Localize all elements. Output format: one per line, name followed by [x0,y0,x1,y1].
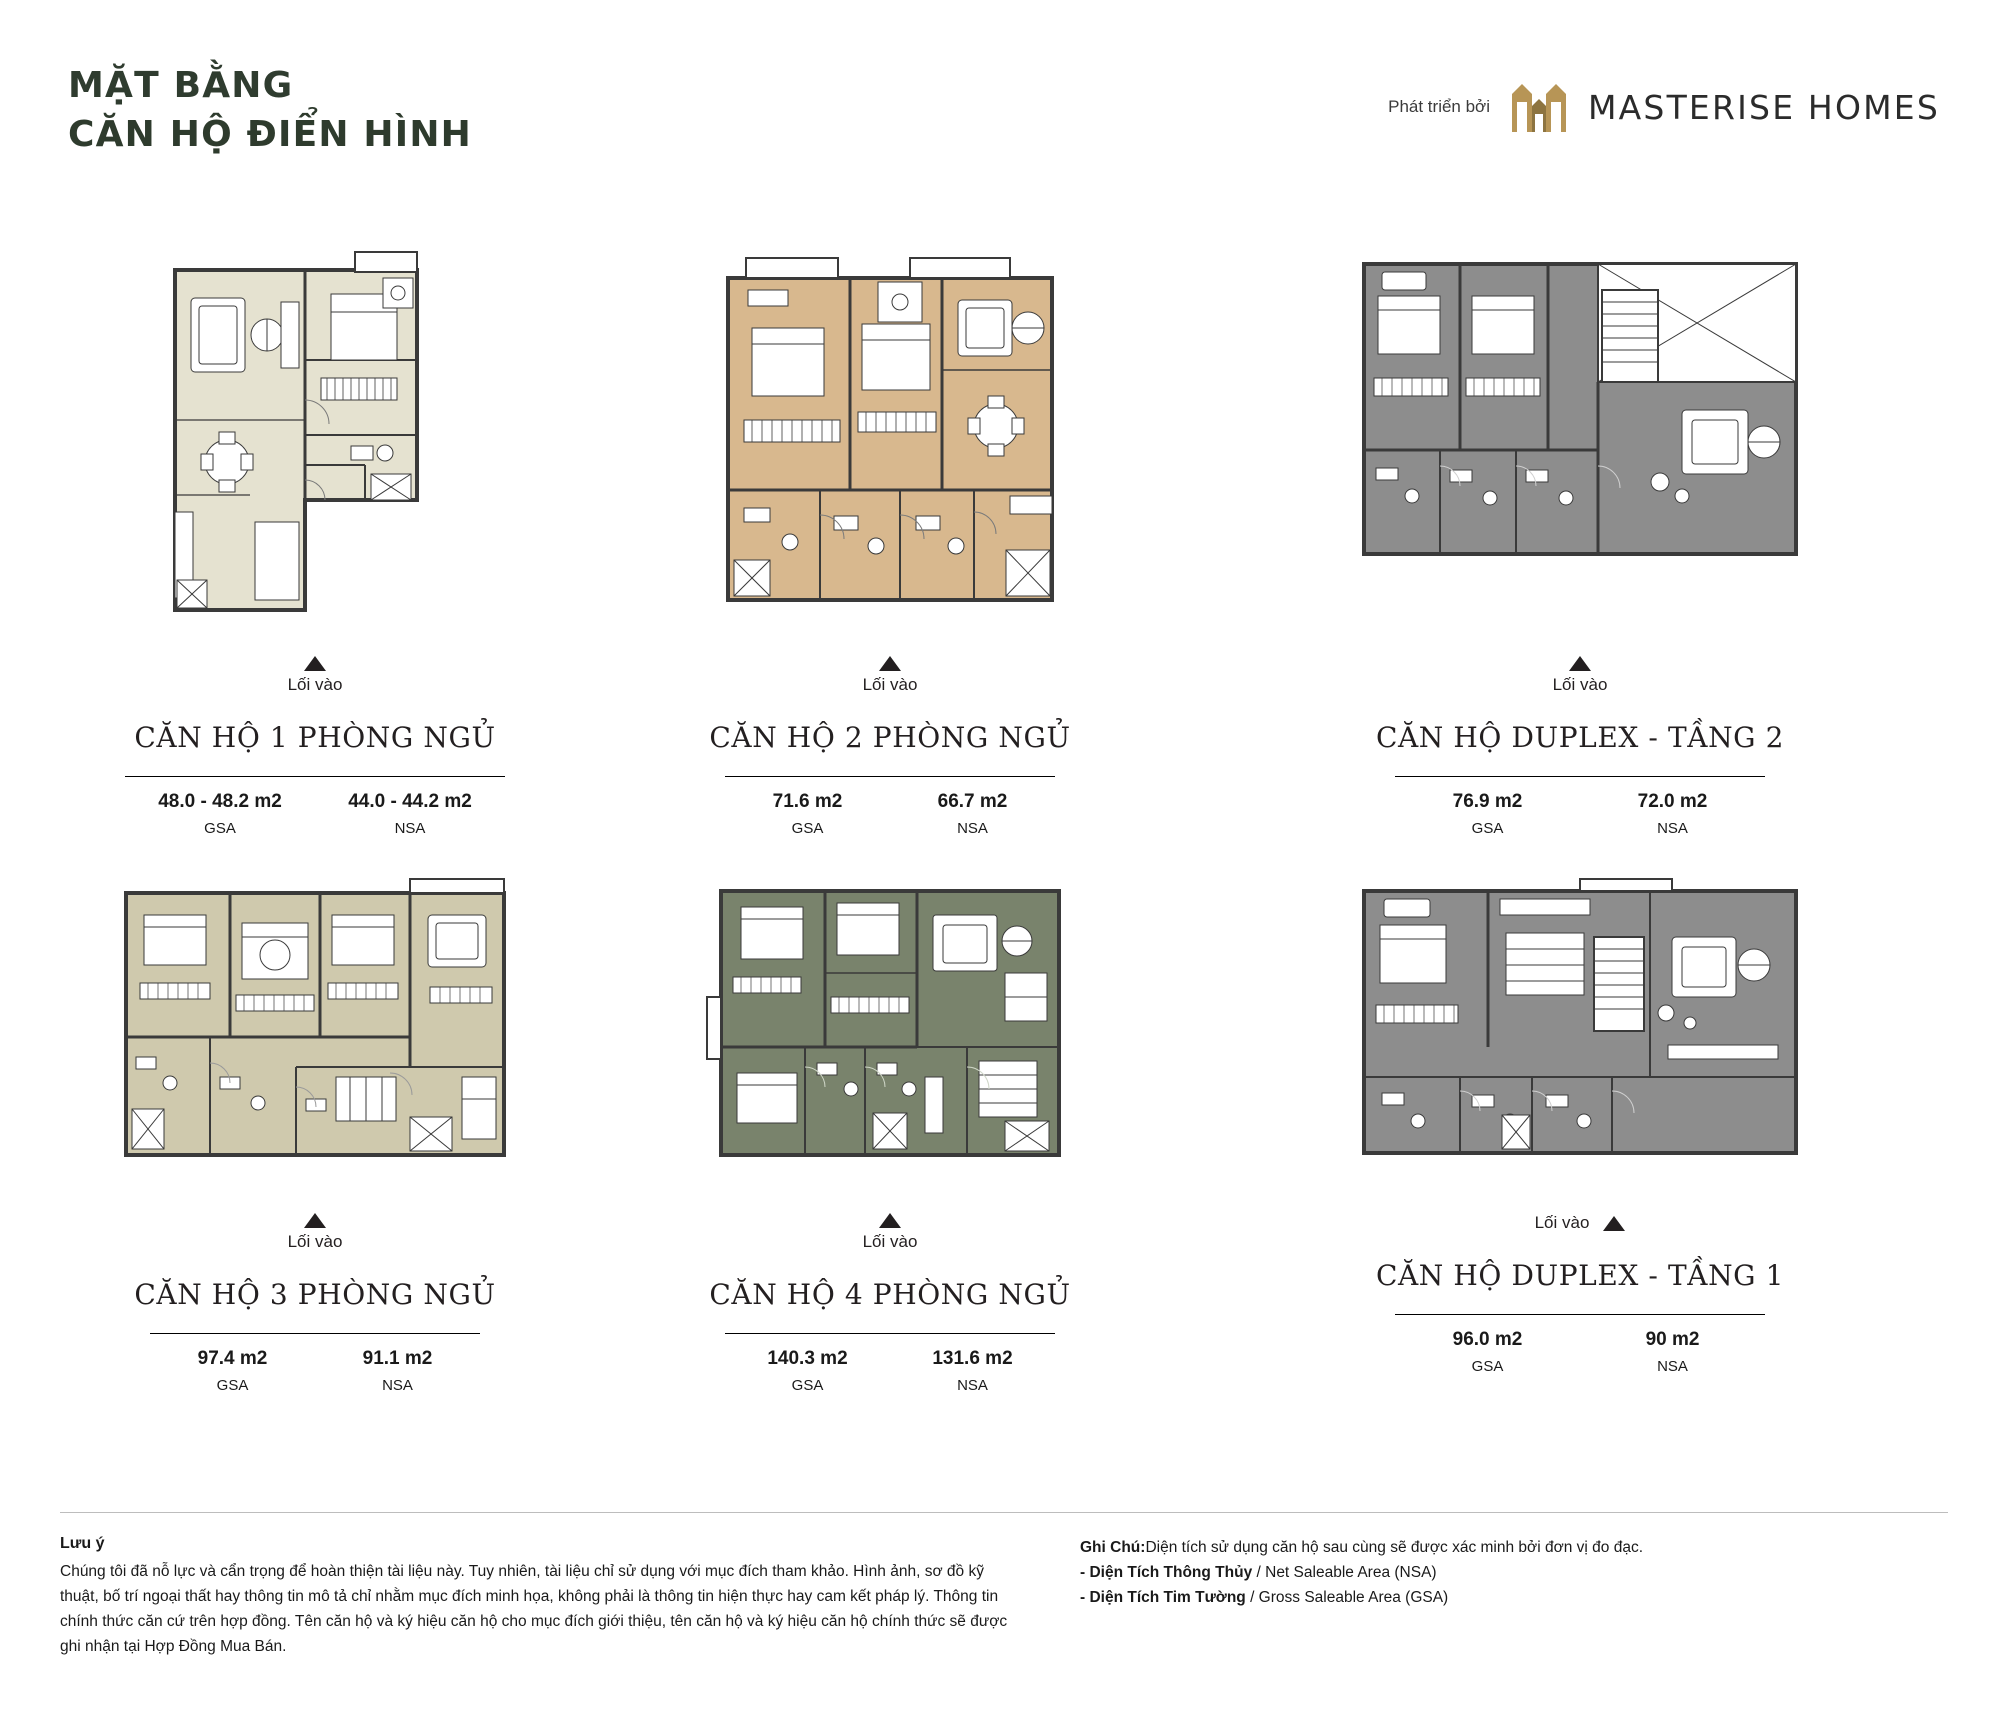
plan-card-4br [570,877,1210,1394]
footer-legend-nsa [1080,1560,1880,1585]
entry-marker-1br [60,656,570,695]
floorplan-1br [155,250,475,650]
plan-title-3br: CĂN HỘ 3 PHÒNG NGỦ [134,1278,496,1311]
gsa-block [150,1348,315,1394]
gsa-value: 76.9 m2 [1452,791,1523,812]
page-title [68,62,472,159]
footer-note-heading: Lưu ý [60,1535,105,1552]
gsa-label: GSA [791,1377,824,1394]
plan-drawing-wrap [60,877,570,1207]
title-line-2: CĂN HỘ ĐIỂN HÌNH [68,113,473,155]
nsa-label: NSA [957,1377,988,1394]
entry-label: Lối vào [862,675,918,694]
footer-legend-gsa-rest: / Gross Saleable Area (GSA) [1245,1589,1449,1607]
gsa-label: GSA [216,1377,249,1394]
entry-marker-3br [60,1213,570,1252]
footer-ghichu-line [1080,1535,1880,1560]
floorplan-duplex-1 [1350,877,1810,1177]
plan-title-duplex2: CĂN HỘ DUPLEX - TẦNG 2 [1375,721,1785,754]
footer-legend-gsa-bold: - Diện Tích Tim Tường [1080,1589,1246,1607]
triangle-icon [1569,656,1591,671]
entry-marker-2br [570,656,1210,695]
nsa-value: 72.0 m2 [1637,791,1708,812]
floorplan-2br [710,250,1070,650]
nsa-block [890,1348,1055,1394]
brand-name: MASTERISE HOMES [1587,87,1940,127]
nsa-label: NSA [382,1377,413,1394]
nsa-label: NSA [1657,1358,1688,1375]
plan-card-duplex-2 [1210,250,1950,837]
nsa-block [1580,1329,1765,1375]
gsa-block [1395,791,1580,837]
entry-label: Lối vào [1552,675,1608,694]
nsa-label: NSA [394,820,426,837]
plan-drawing-wrap [570,250,1210,650]
plan-title-4br: CĂN HỘ 4 PHÒNG NGỦ [709,1278,1071,1311]
footer-legend-gsa [1080,1585,1880,1610]
nsa-value: 90 m2 [1645,1329,1700,1350]
footer-ghichu-label: Ghi Chú: [1080,1539,1146,1556]
footer-legend [1080,1535,1880,1659]
gsa-value: 48.0 - 48.2 m2 [158,791,282,812]
plan-title-duplex1: CĂN HỘ DUPLEX - TẦNG 1 [1375,1259,1785,1292]
triangle-icon [879,1213,901,1228]
gsa-label: GSA [1471,820,1504,837]
gsa-value: 97.4 m2 [197,1348,268,1369]
footer-legend-nsa-bold: - Diện Tích Thông Thủy [1080,1564,1253,1582]
plan-areas-2br [725,776,1055,837]
nsa-value: 91.1 m2 [362,1348,433,1369]
gsa-value: 71.6 m2 [772,791,843,812]
title-line-1: MẶT BẰNG [68,65,294,106]
gsa-block [1395,1329,1580,1375]
nsa-value: 131.6 m2 [932,1348,1013,1369]
entry-marker-duplex1 [1210,1213,1950,1233]
triangle-icon [304,1213,326,1228]
nsa-block [315,791,505,837]
plan-areas-3br [150,1333,480,1394]
page-header [68,62,1940,182]
plan-card-duplex-1 [1210,877,1950,1394]
nsa-block [890,791,1055,837]
plan-card-2br [570,250,1210,837]
plan-areas-1br [125,776,505,837]
gsa-block [725,1348,890,1394]
page-footer [60,1512,1948,1659]
plan-card-1br [60,250,570,837]
plan-card-3br [60,877,570,1394]
plan-areas-duplex2 [1395,776,1765,837]
triangle-icon [879,656,901,671]
plans-row-2 [60,877,1950,1394]
gsa-value: 140.3 m2 [767,1348,848,1369]
plan-areas-4br [725,1333,1055,1394]
nsa-value: 44.0 - 44.2 m2 [348,791,472,812]
developer-prefix: Phát triển bởi [1388,97,1490,116]
masterise-logo-icon [1508,76,1570,138]
plan-drawing-wrap [1210,877,1950,1207]
triangle-icon [304,656,326,671]
entry-marker-4br [570,1213,1210,1252]
floorplan-duplex-2 [1350,250,1810,580]
footer-ghichu-text: Diện tích sử dụng căn hộ sau cùng sẽ được xác minh bởi đơn vị đo đạc. [1145,1539,1644,1556]
plan-areas-duplex1 [1395,1314,1765,1375]
footer-note-body: Chúng tôi đã nỗ lực và cẩn trọng để hoàn thiện tài liệu này. Tuy nhiên, tài liệu chỉ sử dụng với mục đích tham khảo. Hình ảnh, sơ đồ kỹ thuật, bố trí ngoại thất hay thông tin mô tả chỉ nhằm mục đích minh họa, không phải là thông tin hiện thực hay cam kết pháp lý. Thông tin chính thức căn cứ trên hợp đồng. Tên căn hộ và ký hiệu căn hộ cho mục đích giới thiệu, tên căn hộ và ký hiệu căn hộ chính thức sẽ được ghi nhận tại Hợp Đồng Mua Bán. [60,1563,1008,1656]
gsa-label: GSA [1471,1358,1504,1375]
entry-label: Lối vào [287,675,343,694]
entry-label: Lối vào [862,1232,918,1251]
nsa-label: NSA [1657,820,1688,837]
entry-label: Lối vào [1534,1213,1590,1232]
nsa-value: 66.7 m2 [937,791,1008,812]
plan-title-2br: CĂN HỘ 2 PHÒNG NGỦ [709,721,1071,754]
triangle-icon [1603,1216,1625,1231]
floorplan-4br [705,877,1075,1177]
plan-drawing-wrap [1210,250,1950,650]
brand-block [1388,76,1940,138]
plan-drawing-wrap [570,877,1210,1207]
gsa-label: GSA [791,820,824,837]
plan-drawing-wrap [60,250,570,650]
gsa-block [125,791,315,837]
nsa-block [315,1348,480,1394]
nsa-label: NSA [957,820,988,837]
gsa-block [725,791,890,837]
gsa-label: GSA [204,820,236,837]
gsa-value: 96.0 m2 [1452,1329,1523,1350]
plans-row-1 [60,250,1950,837]
entry-label: Lối vào [287,1232,343,1251]
plans-grid [60,250,1950,1394]
plan-title-1br: CĂN HỘ 1 PHÒNG NGỦ [134,721,496,754]
footer-note [60,1535,1020,1659]
footer-legend-nsa-rest: / Net Saleable Area (NSA) [1252,1564,1437,1582]
nsa-block [1580,791,1765,837]
entry-marker-duplex2 [1210,656,1950,695]
floorplan-3br [110,877,520,1177]
